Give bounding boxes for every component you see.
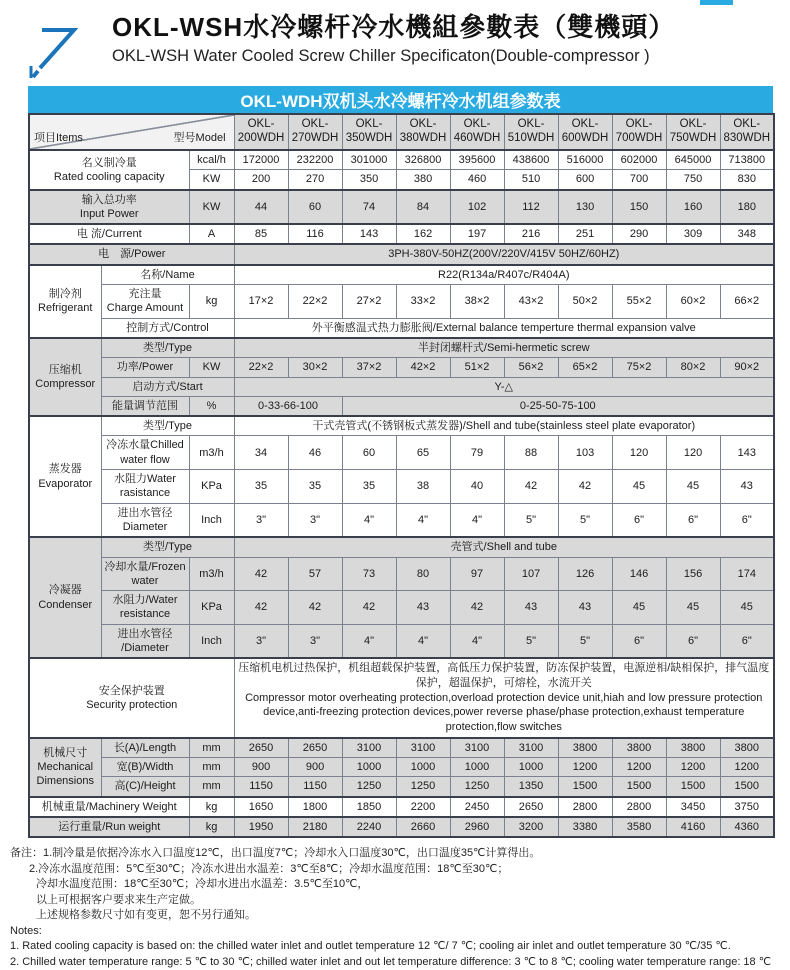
value-cell: 4360: [720, 817, 774, 837]
value-cell: 42×2: [396, 358, 450, 377]
row-label: 水阻力Water rasistance: [101, 470, 189, 504]
value-cell: 80×2: [666, 358, 720, 377]
model-header-cell: OKL- 460WDH: [450, 114, 504, 150]
value-cell: 713800: [720, 150, 774, 170]
value-cell: 107: [504, 557, 558, 591]
value-cell: 30×2: [288, 358, 342, 377]
value-cell: 43: [558, 591, 612, 625]
value-cell: 3800: [720, 738, 774, 758]
value-cell: 6": [612, 624, 666, 658]
row-label: 类型/Type: [101, 416, 234, 436]
value-cell: 2800: [558, 797, 612, 817]
model-header-row: [29, 114, 774, 150]
table-row: [29, 377, 774, 396]
value-cell: 102: [450, 190, 504, 225]
value-cell: 3380: [558, 817, 612, 837]
row-label: 进出水管径 Diameter: [101, 503, 189, 537]
merged-value-cell: 0-33-66-100: [234, 396, 342, 416]
value-cell: 57: [288, 557, 342, 591]
notes: [10, 846, 790, 970]
note-line-en: 1. Rated cooling capacity is based on: the chilled water inlet and outlet temperature 12 ℃/ 7 ℃; cooling air inlet and outlet temperature 30 ℃/35 ℃.: [10, 940, 731, 953]
value-cell: 1250: [342, 777, 396, 797]
value-cell: 150: [612, 190, 666, 225]
value-cell: 43: [504, 591, 558, 625]
row-label: 冷却水量/Frozen water: [101, 557, 189, 591]
value-cell: 1150: [288, 777, 342, 797]
value-cell: 126: [558, 557, 612, 591]
value-cell: 3": [288, 503, 342, 537]
table-row: [29, 817, 774, 837]
value-cell: 3": [234, 624, 288, 658]
table-row: [29, 318, 774, 338]
value-cell: 17×2: [234, 285, 288, 319]
merged-value-cell: 壳管式/Shell and tube: [234, 537, 774, 557]
value-cell: 3200: [504, 817, 558, 837]
value-cell: 4": [450, 624, 504, 658]
value-cell: 5": [504, 503, 558, 537]
value-cell: 34: [234, 436, 288, 470]
table-row: [29, 557, 774, 591]
merged-value-cell: 0-25-50-75-100: [342, 396, 774, 416]
value-cell: 43×2: [504, 285, 558, 319]
value-cell: 103: [558, 436, 612, 470]
row-group-label: 制冷剂 Refrigerant: [29, 265, 101, 338]
note-line-zh: 以上可根据客户要求来生产定做。: [36, 893, 201, 906]
value-cell: 1500: [558, 777, 612, 797]
value-cell: 348: [720, 224, 774, 244]
spec-table: [28, 113, 775, 838]
value-cell: 1000: [396, 758, 450, 777]
value-cell: 50×2: [558, 285, 612, 319]
unit-cell: Inch: [189, 503, 234, 537]
model-header-cell: OKL- 200WDH: [234, 114, 288, 150]
value-cell: 35: [234, 470, 288, 504]
value-cell: 510: [504, 170, 558, 190]
value-cell: 79: [450, 436, 504, 470]
model-header-cell: OKL- 700WDH: [612, 114, 666, 150]
value-cell: 1650: [234, 797, 288, 817]
value-cell: 43: [396, 591, 450, 625]
value-cell: 197: [450, 224, 504, 244]
table-row: [29, 758, 774, 777]
unit-cell: KPa: [189, 591, 234, 625]
value-cell: 380: [396, 170, 450, 190]
value-cell: 45: [612, 470, 666, 504]
table-row: [29, 396, 774, 416]
row-label: 安全保护装置 Security protection: [29, 658, 234, 737]
note-line-en: Notes:: [10, 924, 42, 937]
value-cell: 3100: [450, 738, 504, 758]
protection-text-line: Compressor motor overheating protection,overload protection device unit,hiah and low pressure protection device,anti-freezing protection devices,power reverse phase/phase protection,exhaust temperature protection,flow switches: [245, 691, 763, 733]
value-cell: 42: [450, 591, 504, 625]
value-cell: 3800: [558, 738, 612, 758]
value-cell: 51×2: [450, 358, 504, 377]
merged-value-cell: R22(R134a/R407c/R404A): [234, 265, 774, 285]
value-cell: 2660: [396, 817, 450, 837]
unit-cell: Inch: [189, 624, 234, 658]
value-cell: 2200: [396, 797, 450, 817]
row-label: 进出水管径 /Diameter: [101, 624, 189, 658]
value-cell: 75×2: [612, 358, 666, 377]
merged-value-cell: [234, 658, 774, 737]
value-cell: 1200: [612, 758, 666, 777]
value-cell: 750: [666, 170, 720, 190]
table-row: [29, 503, 774, 537]
row-label: 水阻力/Water resistance: [101, 591, 189, 625]
value-cell: 38: [396, 470, 450, 504]
value-cell: 74: [342, 190, 396, 225]
value-cell: 900: [288, 758, 342, 777]
unit-cell: m3/h: [189, 436, 234, 470]
value-cell: 45: [720, 591, 774, 625]
table-row: [29, 591, 774, 625]
value-cell: 4": [396, 624, 450, 658]
value-cell: 900: [234, 758, 288, 777]
table-banner-title: OKL-WDH双机头水冷螺杆冷水机组参数表: [28, 86, 773, 113]
value-cell: 42: [342, 591, 396, 625]
value-cell: 1850: [342, 797, 396, 817]
value-cell: 4": [342, 624, 396, 658]
page-header: [0, 0, 790, 86]
value-cell: 45: [666, 591, 720, 625]
value-cell: 830: [720, 170, 774, 190]
value-cell: 4": [450, 503, 504, 537]
row-group-label: 冷凝器 Condenser: [29, 537, 101, 658]
model-header-cell: OKL- 750WDH: [666, 114, 720, 150]
value-cell: 1200: [558, 758, 612, 777]
row-label: 启动方式/Start: [101, 377, 234, 396]
value-cell: 3": [288, 624, 342, 658]
value-cell: 42: [558, 470, 612, 504]
table-row: [29, 537, 774, 557]
value-cell: 2450: [450, 797, 504, 817]
value-cell: 1250: [396, 777, 450, 797]
model-header-cell: OKL- 350WDH: [342, 114, 396, 150]
table-row: [29, 777, 774, 797]
value-cell: 156: [666, 557, 720, 591]
value-cell: 3100: [504, 738, 558, 758]
unit-cell: KW: [189, 190, 234, 225]
unit-cell: KW: [189, 358, 234, 377]
value-cell: 45: [612, 591, 666, 625]
value-cell: 1250: [450, 777, 504, 797]
value-cell: 1500: [612, 777, 666, 797]
value-cell: 65: [396, 436, 450, 470]
value-cell: 90×2: [720, 358, 774, 377]
value-cell: 216: [504, 224, 558, 244]
value-cell: 46: [288, 436, 342, 470]
value-cell: 88: [504, 436, 558, 470]
value-cell: 65×2: [558, 358, 612, 377]
value-cell: 130: [558, 190, 612, 225]
value-cell: 22×2: [234, 358, 288, 377]
table-row: [29, 244, 774, 264]
value-cell: 120: [666, 436, 720, 470]
model-header-cell: OKL- 510WDH: [504, 114, 558, 150]
value-cell: 6": [720, 503, 774, 537]
value-cell: 602000: [612, 150, 666, 170]
table-row: [29, 797, 774, 817]
table-row: [29, 624, 774, 658]
value-cell: 120: [612, 436, 666, 470]
value-cell: 1000: [504, 758, 558, 777]
row-label: 宽(B)/Width: [101, 758, 189, 777]
value-cell: 112: [504, 190, 558, 225]
value-cell: 2960: [450, 817, 504, 837]
unit-cell: m3/h: [189, 557, 234, 591]
value-cell: 350: [342, 170, 396, 190]
row-label: 冷冻水量Chilled water flow: [101, 436, 189, 470]
value-cell: 516000: [558, 150, 612, 170]
value-cell: 80: [396, 557, 450, 591]
row-label: 能量调节范围: [101, 396, 189, 416]
table-row: [29, 150, 774, 170]
row-label: 名义制冷量 Rated cooling capacity: [29, 150, 189, 190]
value-cell: 174: [720, 557, 774, 591]
table-row: [29, 658, 774, 737]
value-cell: 4": [342, 503, 396, 537]
value-cell: 2240: [342, 817, 396, 837]
value-cell: 5": [504, 624, 558, 658]
value-cell: 42: [234, 591, 288, 625]
value-cell: 1200: [666, 758, 720, 777]
value-cell: 326800: [396, 150, 450, 170]
value-cell: 301000: [342, 150, 396, 170]
row-label: 运行重量/Run weight: [29, 817, 189, 837]
value-cell: 40: [450, 470, 504, 504]
value-cell: 35: [288, 470, 342, 504]
table-row: [29, 358, 774, 377]
value-cell: 251: [558, 224, 612, 244]
table-row: [29, 436, 774, 470]
value-cell: 1500: [666, 777, 720, 797]
value-cell: 232200: [288, 150, 342, 170]
value-cell: 35: [342, 470, 396, 504]
value-cell: 438600: [504, 150, 558, 170]
corner-items-label: 项目Items: [34, 131, 83, 144]
table-row: [29, 190, 774, 225]
merged-value-cell: 干式壳管式(不锈钢板式蒸发器)/Shell and tube(stainless steel plate evaporator): [234, 416, 774, 436]
value-cell: 97: [450, 557, 504, 591]
value-cell: 2650: [504, 797, 558, 817]
row-group-label: 蒸发器 Evaporator: [29, 416, 101, 537]
value-cell: 45: [666, 470, 720, 504]
title-block: [112, 10, 790, 67]
value-cell: 700: [612, 170, 666, 190]
value-cell: 6": [666, 624, 720, 658]
value-cell: 38×2: [450, 285, 504, 319]
unit-cell: kcal/h: [189, 150, 234, 170]
value-cell: 73: [342, 557, 396, 591]
value-cell: 1000: [450, 758, 504, 777]
value-cell: 143: [720, 436, 774, 470]
row-label: 电 源/Power: [29, 244, 234, 264]
value-cell: 60: [342, 436, 396, 470]
value-cell: 4160: [666, 817, 720, 837]
row-label: 机械重量/Machinery Weight: [29, 797, 189, 817]
note-line-zh: 上述规格参数尺寸如有变更，恕不另行通知。: [36, 909, 256, 922]
value-cell: 60: [288, 190, 342, 225]
row-label: 名称/Name: [101, 265, 234, 285]
value-cell: 42: [288, 591, 342, 625]
value-cell: 66×2: [720, 285, 774, 319]
value-cell: 37×2: [342, 358, 396, 377]
value-cell: 2800: [612, 797, 666, 817]
value-cell: 6": [612, 503, 666, 537]
row-label: 类型/Type: [101, 537, 234, 557]
value-cell: 200: [234, 170, 288, 190]
value-cell: 1950: [234, 817, 288, 837]
top-edge-decoration: [700, 0, 733, 5]
value-cell: 5": [558, 503, 612, 537]
table-row: [29, 265, 774, 285]
value-cell: 42: [504, 470, 558, 504]
value-cell: 3800: [666, 738, 720, 758]
page-title: OKL-WSH水冷螺杆冷水機組參數表（雙機頭）: [112, 12, 676, 42]
value-cell: 3750: [720, 797, 774, 817]
protection-text-line: 压缩机电机过热保护，机组超载保护装置，高低压力保护装置，防冻保护装置，电源逆相/缺相保护，排气温度保护，超温保护，可熔栓，水流开关: [238, 662, 770, 689]
value-cell: 43: [720, 470, 774, 504]
value-cell: 1150: [234, 777, 288, 797]
value-cell: 1800: [288, 797, 342, 817]
table-row: [29, 470, 774, 504]
note-line-en: 2. Chilled water temperature range: 5 ℃ to 30 ℃; chilled water inlet and out let temperature difference: 3 ℃ to 8 ℃; cooling water temperature range: 18 ℃: [10, 955, 772, 968]
value-cell: 27×2: [342, 285, 396, 319]
row-label: 功率/Power: [101, 358, 189, 377]
value-cell: 160: [666, 190, 720, 225]
table-row: [29, 224, 774, 244]
value-cell: 56×2: [504, 358, 558, 377]
value-cell: 600: [558, 170, 612, 190]
value-cell: 162: [396, 224, 450, 244]
page-subtitle: OKL-WSH Water Cooled Screw Chiller Specificaton(Double-compressor ): [112, 47, 650, 65]
value-cell: 6": [666, 503, 720, 537]
table-row: [29, 738, 774, 758]
row-label: 控制方式/Control: [101, 318, 234, 338]
row-label: 电 流/Current: [29, 224, 189, 244]
note-line-zh: 冷却水温度范围：18℃至30℃；冷却水进出水温差：3.5℃至10℃，: [36, 878, 369, 891]
value-cell: 143: [342, 224, 396, 244]
note-line-zh: 2.冷冻水温度范围：5℃至30℃；冷冻水进出水温差：3℃至8℃；冷却水温度范围：18℃至30℃；: [29, 862, 509, 875]
value-cell: 42: [234, 557, 288, 591]
row-label: 长(A)/Length: [101, 738, 189, 758]
unit-cell: A: [189, 224, 234, 244]
value-cell: 645000: [666, 150, 720, 170]
model-header-cell: OKL- 830WDH: [720, 114, 774, 150]
merged-value-cell: Y-△: [234, 377, 774, 396]
value-cell: 3580: [612, 817, 666, 837]
value-cell: 180: [720, 190, 774, 225]
unit-cell: mm: [189, 777, 234, 797]
value-cell: 116: [288, 224, 342, 244]
table-row: [29, 416, 774, 436]
arrow-up-right-icon: [30, 22, 82, 80]
value-cell: 44: [234, 190, 288, 225]
value-cell: 172000: [234, 150, 288, 170]
row-label: 高(C)/Height: [101, 777, 189, 797]
merged-value-cell: 半封闭螺杆式/Semi-hermetic screw: [234, 338, 774, 358]
row-group-label: 机械尺寸 Mechanical Dimensions: [29, 738, 101, 797]
value-cell: 2650: [288, 738, 342, 758]
unit-cell: %: [189, 396, 234, 416]
unit-cell: mm: [189, 738, 234, 758]
corner-header-cell: [29, 114, 234, 150]
table-row: [29, 285, 774, 319]
value-cell: 85: [234, 224, 288, 244]
value-cell: 270: [288, 170, 342, 190]
row-label: 类型/Type: [101, 338, 234, 358]
value-cell: 22×2: [288, 285, 342, 319]
model-header-cell: OKL- 600WDH: [558, 114, 612, 150]
value-cell: 1200: [720, 758, 774, 777]
value-cell: 5": [558, 624, 612, 658]
row-label: 输入总功率 Input Power: [29, 190, 189, 225]
unit-cell: kg: [189, 797, 234, 817]
value-cell: 1350: [504, 777, 558, 797]
model-header-cell: OKL- 270WDH: [288, 114, 342, 150]
value-cell: 33×2: [396, 285, 450, 319]
corner-model-label: 型号Model: [173, 131, 226, 144]
value-cell: 290: [612, 224, 666, 244]
value-cell: 1000: [342, 758, 396, 777]
unit-cell: KW: [189, 170, 234, 190]
value-cell: 84: [396, 190, 450, 225]
value-cell: 460: [450, 170, 504, 190]
unit-cell: kg: [189, 285, 234, 319]
value-cell: 55×2: [612, 285, 666, 319]
unit-cell: mm: [189, 758, 234, 777]
value-cell: 1500: [720, 777, 774, 797]
value-cell: 3800: [612, 738, 666, 758]
row-label: 充注量 Charge Amount: [101, 285, 189, 319]
unit-cell: KPa: [189, 470, 234, 504]
note-line-zh: 备注：1.制冷量是依据冷冻水入口温度12℃，出口温度7℃；冷却水入口温度30℃，出口温度35℃计算得出。: [10, 847, 541, 860]
value-cell: 395600: [450, 150, 504, 170]
merged-value-cell: 外平衡感温式热力膨胀阀/External balance temperture thermal expansion valve: [234, 318, 774, 338]
value-cell: 146: [612, 557, 666, 591]
table-row: [29, 338, 774, 358]
value-cell: 3": [234, 503, 288, 537]
value-cell: 3100: [342, 738, 396, 758]
value-cell: 3450: [666, 797, 720, 817]
value-cell: 309: [666, 224, 720, 244]
value-cell: 6": [720, 624, 774, 658]
value-cell: 3100: [396, 738, 450, 758]
value-cell: 2650: [234, 738, 288, 758]
value-cell: 4": [396, 503, 450, 537]
row-group-label: 压缩机 Compressor: [29, 338, 101, 416]
unit-cell: kg: [189, 817, 234, 837]
merged-value-cell: 3PH-380V-50HZ(200V/220V/415V 50HZ/60HZ): [234, 244, 774, 264]
value-cell: 2180: [288, 817, 342, 837]
model-header-cell: OKL- 380WDH: [396, 114, 450, 150]
value-cell: 60×2: [666, 285, 720, 319]
